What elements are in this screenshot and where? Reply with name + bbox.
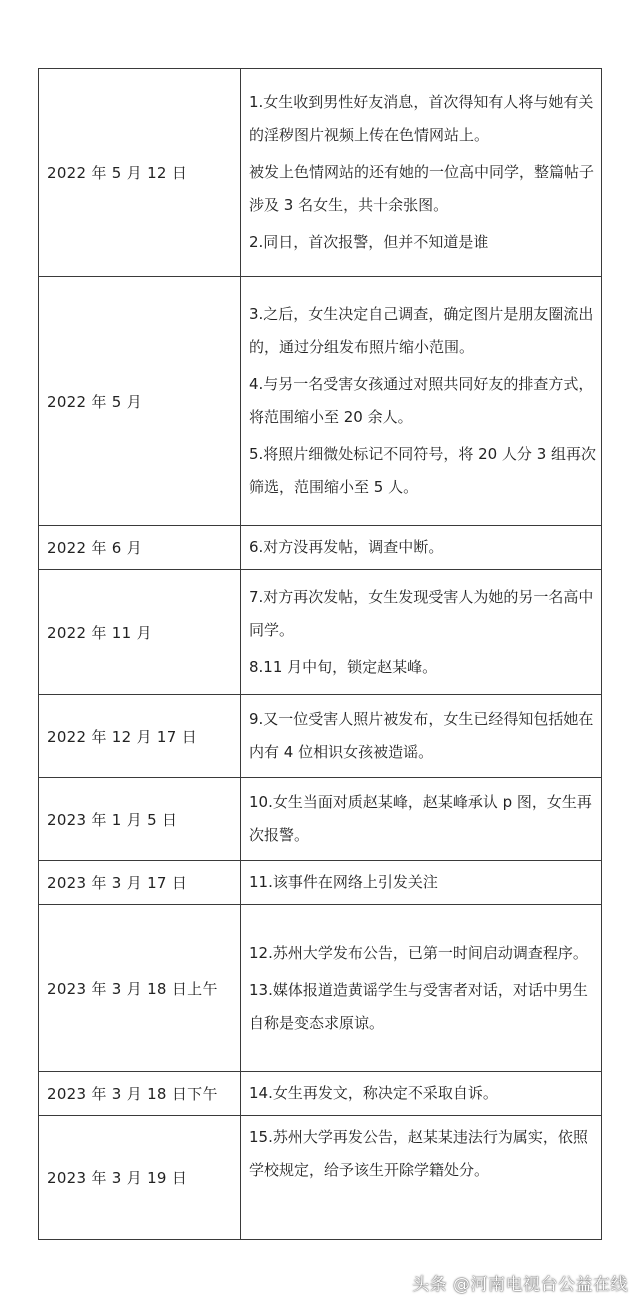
description-cell <box>241 1116 602 1240</box>
event-text: 13.媒体报道造黄谣学生与受害者对话，对话中男生自称是变态求原谅。 <box>249 980 588 1032</box>
event-text: 9.又一位受害人照片被发布，女生已经得知包括她在内有 4 位相识女孩被造谣。 <box>249 710 594 761</box>
table-row <box>39 277 602 526</box>
description-cell <box>241 1072 602 1116</box>
table-row <box>39 570 602 695</box>
event-text: 8.11 月中旬，锁定赵某峰。 <box>249 657 438 676</box>
table-row <box>39 861 602 905</box>
description-cell <box>241 277 602 526</box>
date-cell: 2022 年 11 月 <box>39 570 241 695</box>
event-text: 10.女生当面对质赵某峰，赵某峰承认 p 图，女生再次报警。 <box>249 793 592 844</box>
source-watermark: 头条 @河南电视台公益在线 <box>412 1275 628 1295</box>
table-row <box>39 695 602 778</box>
description-cell <box>241 69 602 277</box>
event-text: 12.苏州大学发布公告，已第一时间启动调查程序。 <box>249 943 588 962</box>
event-text: 5.将照片细微处标记不同符号，将 20 人分 3 组再次筛选，范围缩小至 5 人。 <box>249 445 597 496</box>
date-cell: 2023 年 3 月 19 日 <box>39 1116 241 1240</box>
description-cell <box>241 526 602 570</box>
timeline-table <box>38 68 602 1240</box>
event-text: 11.该事件在网络上引发关注 <box>249 873 438 891</box>
date-cell: 2023 年 3 月 18 日下午 <box>39 1072 241 1116</box>
event-text: 15.苏州大学再发公告，赵某某违法行为属实，依照学校规定，给予该生开除学籍处分。 <box>249 1128 588 1179</box>
description-cell <box>241 778 602 861</box>
table-row <box>39 905 602 1072</box>
date-cell: 2023 年 3 月 18 日上午 <box>39 905 241 1072</box>
event-text: 2.同日，首次报警，但并不知道是谁 <box>249 233 489 251</box>
event-text: 1.女生收到男性好友消息，首次得知有人将与她有关的淫秽图片视频上传在色情网站上。 <box>249 93 594 144</box>
table-row <box>39 526 602 570</box>
date-cell: 2022 年 5 月 12 日 <box>39 69 241 277</box>
date-cell: 2022 年 12 月 17 日 <box>39 695 241 778</box>
event-text: 3.之后，女生决定自己调查，确定图片是朋友圈流出的，通过分组发布照片缩小范围。 <box>249 305 594 356</box>
date-cell: 2022 年 6 月 <box>39 526 241 570</box>
event-text: 被发上色情网站的还有她的一位高中同学，整篇帖子涉及 3 名女生，共十余张图。 <box>249 163 595 214</box>
description-cell <box>241 570 602 695</box>
description-cell <box>241 695 602 778</box>
description-cell <box>241 861 602 905</box>
event-text: 14.女生再发文，称决定不采取自诉。 <box>249 1084 498 1102</box>
timeline-body <box>39 69 602 1240</box>
table-row <box>39 1072 602 1116</box>
event-text: 6.对方没再发帖，调查中断。 <box>249 538 444 556</box>
event-text: 4.与另一名受害女孩通过对照共同好友的排查方式，将范围缩小至 20 余人。 <box>249 375 594 426</box>
table-row <box>39 1116 602 1240</box>
date-cell: 2023 年 3 月 17 日 <box>39 861 241 905</box>
date-cell: 2023 年 1 月 5 日 <box>39 778 241 861</box>
event-text: 7.对方再次发帖，女生发现受害人为她的另一名高中同学。 <box>249 587 594 639</box>
table-row <box>39 69 602 277</box>
date-cell: 2022 年 5 月 <box>39 277 241 526</box>
table-row <box>39 778 602 861</box>
description-cell <box>241 905 602 1072</box>
